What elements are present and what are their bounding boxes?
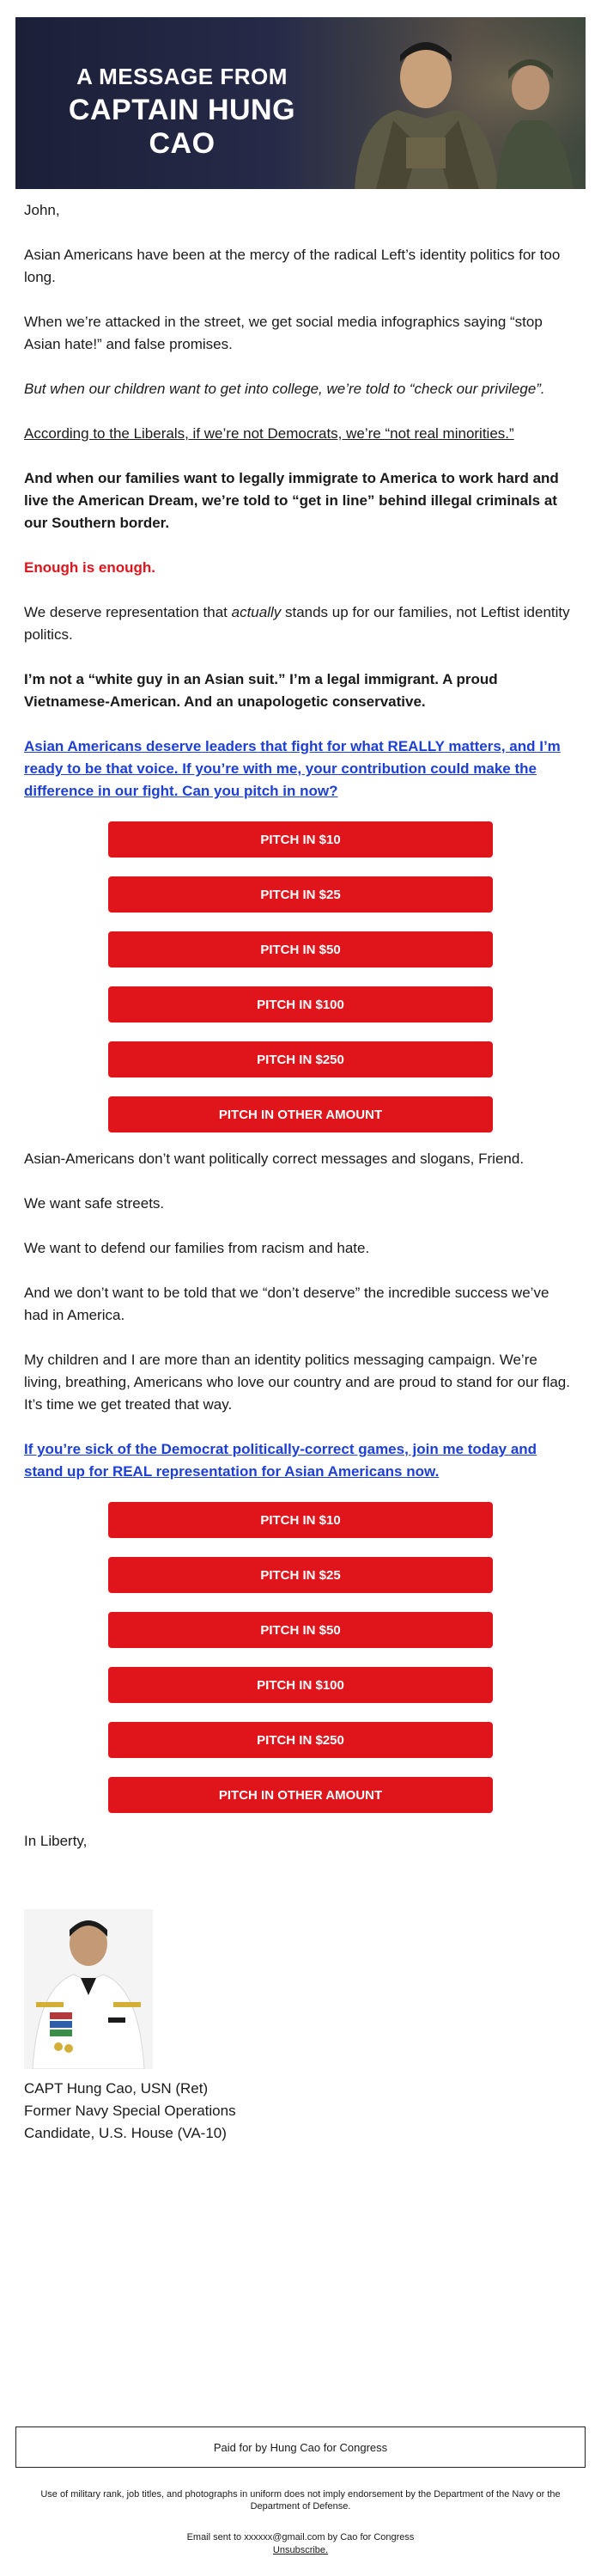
paragraph-7-start: We deserve representation that [24,604,232,620]
donate-link-1[interactable]: Asian Americans deserve leaders that fight for what REALLY matters, and I’m ready to be that voice. If you’re with me, your contribution could make the difference in our fight. Can you pitch in now? [24,738,561,799]
pitch-in-10-button-2[interactable]: PITCH IN $10 [108,1502,493,1538]
pitch-in-50-button-2[interactable]: PITCH IN $50 [108,1612,493,1648]
pitch-in-250-button-2[interactable]: PITCH IN $250 [108,1722,493,1758]
sign-off: In Liberty, [24,1833,88,1849]
pitch-in-250-button[interactable]: PITCH IN $250 [108,1041,493,1077]
signature-line-1: CAPT Hung Cao, USN (Ret) [24,2080,209,2097]
paragraph-7-end: stands up for our families, not Leftist identity politics. [24,604,570,643]
pitch-in-25-button[interactable]: PITCH IN $25 [108,876,493,913]
paragraph-10: We want safe streets. [24,1195,165,1212]
banner-line-2: CAPTAIN HUNG CAO [68,94,296,160]
paragraph-1: Asian Americans have been at the mercy of the radical Left’s identity politics for too long. [24,247,561,285]
pitch-in-other-button-2[interactable]: PITCH IN OTHER AMOUNT [108,1777,493,1813]
paragraph-6-enough: Enough is enough. [24,559,155,576]
greeting: John, [24,202,60,218]
paragraph-3: But when our children want to get into college, we’re told to “check our privilege”. [24,381,545,397]
paragraph-11: We want to defend our families from racism and hate. [24,1240,370,1256]
paragraph-8: I’m not a “white guy in an Asian suit.” I’m a legal immigrant. A proud Vietnamese-American. And an unapologetic conservative. [24,671,498,710]
pitch-in-50-button[interactable]: PITCH IN $50 [108,931,493,968]
pitch-in-other-button[interactable]: PITCH IN OTHER AMOUNT [108,1096,493,1132]
signature-line-2: Former Navy Special Operations [24,2103,236,2119]
paragraph-2: When we’re attacked in the street, we get social media infographics saying “stop Asian hate!” and false promises. [24,314,543,352]
email-sent-notice: Email sent to xxxxxx@gmail.com by Cao for Congress [186,2532,415,2542]
paragraph-7 [24,601,577,646]
unsubscribe-link[interactable]: Unsubscribe. [272,2545,329,2555]
pitch-in-25-button-2[interactable]: PITCH IN $25 [108,1557,493,1593]
paragraph-4: According to the Liberals, if we’re not Democrats, we’re “not real minorities.” [24,425,514,442]
pitch-in-10-button[interactable]: PITCH IN $10 [108,821,493,858]
paid-for-text: Paid for by Hung Cao for Congress [213,2440,388,2454]
paragraph-12: And we don’t want to be told that we “don’t deserve” the incredible success we’ve had in America. [24,1285,549,1323]
pitch-in-100-button-2[interactable]: PITCH IN $100 [108,1667,493,1703]
banner-title [36,64,328,161]
paragraph-9: Asian-Americans don’t want politically correct messages and slogans, Friend. [24,1151,525,1167]
military-disclaimer: Use of military rank, job titles, and photographs in uniform does not imply endorsement by the Department of the Navy or the Department of Defense. [40,2489,561,2512]
pitch-in-100-button[interactable]: PITCH IN $100 [108,986,493,1022]
portrait-illustration [24,1909,153,2069]
banner-line-1: A MESSAGE FROM [76,64,288,89]
signature-line-3: Candidate, U.S. House (VA-10) [24,2125,227,2141]
paragraph-13: My children and I are more than an identity politics messaging campaign. We’re living, breathing, Americans who love our country and are proud to stand for our flag. It’s time we get treated that way. [24,1352,570,1413]
header-banner [15,17,586,189]
paragraph-5: And when our families want to legally immigrate to America to work hard and live the American Dream, we’re told to “get in line” behind illegal criminals at our Southern border. [24,470,559,531]
paid-for-disclaimer-box [15,2426,586,2468]
candidate-portrait [24,1909,153,2069]
donate-link-2[interactable]: If you’re sick of the Democrat politically-correct games, join me today and stand up for REAL representation for Asian Americans now. [24,1441,537,1480]
paragraph-7-emphasis: actually [231,604,282,620]
